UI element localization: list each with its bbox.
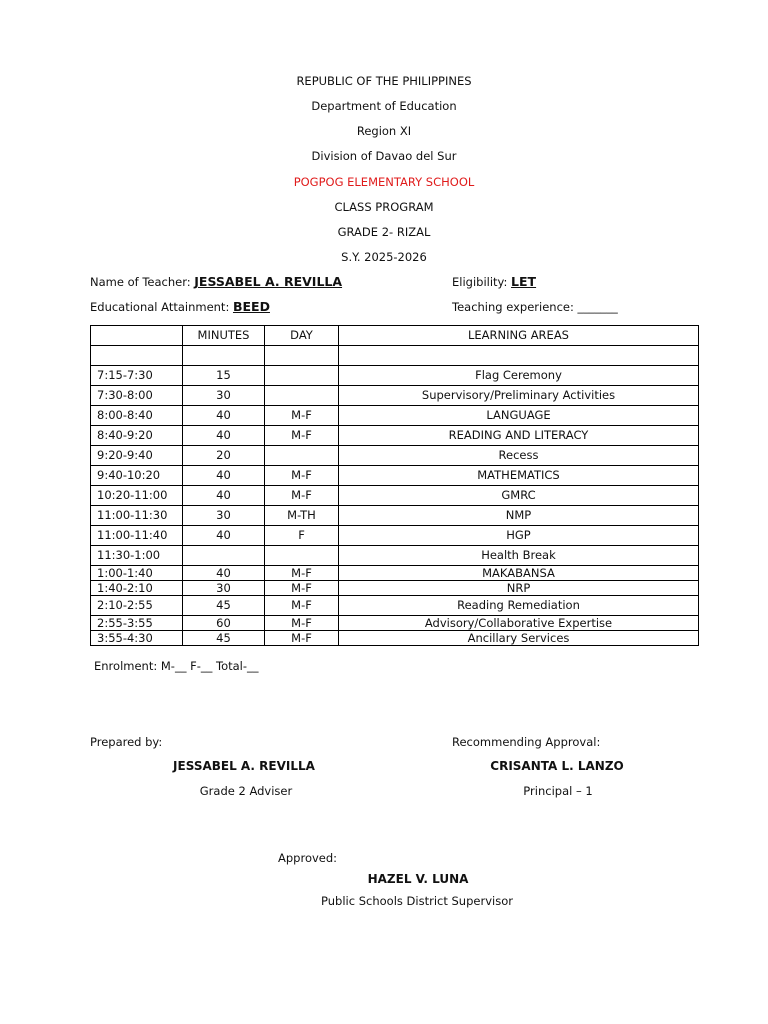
time-cell: 9:20-9:40 bbox=[91, 446, 183, 466]
minutes-cell: 60 bbox=[183, 616, 265, 631]
day-cell bbox=[265, 346, 339, 366]
document-title: CLASS PROGRAM bbox=[334, 200, 434, 214]
day-cell bbox=[265, 546, 339, 566]
minutes-cell: 45 bbox=[183, 596, 265, 616]
recommending-approval-label: Recommending Approval: bbox=[452, 735, 601, 749]
minutes-cell: 30 bbox=[183, 581, 265, 596]
table-row bbox=[91, 596, 699, 616]
day-cell: M-F bbox=[265, 596, 339, 616]
time-cell: 8:00-8:40 bbox=[91, 406, 183, 426]
minutes-cell: 40 bbox=[183, 426, 265, 446]
class-program-table bbox=[90, 325, 699, 646]
time-cell: 8:40-9:20 bbox=[91, 426, 183, 446]
approved-name: HAZEL V. LUNA bbox=[367, 872, 469, 886]
time-cell: 11:30-1:00 bbox=[91, 546, 183, 566]
attainment-value: BEED bbox=[232, 299, 270, 314]
day-cell: M-F bbox=[265, 466, 339, 486]
day-cell: F bbox=[265, 526, 339, 546]
learning-area-cell: GMRC bbox=[339, 486, 699, 506]
time-cell: 7:30-8:00 bbox=[91, 386, 183, 406]
header-region: Region XI bbox=[356, 124, 412, 138]
experience-field bbox=[452, 299, 618, 315]
table-row bbox=[91, 346, 699, 366]
prepared-by-name: JESSABEL A. REVILLA bbox=[173, 759, 315, 773]
table-row bbox=[91, 631, 699, 646]
table-row bbox=[91, 466, 699, 486]
enrolment-line: Enrolment: M-__ F-__ Total-__ bbox=[94, 659, 259, 673]
learning-area-cell: Recess bbox=[339, 446, 699, 466]
grade-section: GRADE 2- RIZAL bbox=[337, 225, 431, 239]
header-division: Division of Davao del Sur bbox=[311, 149, 457, 163]
learning-area-cell: Health Break bbox=[339, 546, 699, 566]
header-republic: REPUBLIC OF THE PHILIPPINES bbox=[296, 74, 472, 88]
day-cell: M-F bbox=[265, 426, 339, 446]
time-cell: 2:10-2:55 bbox=[91, 596, 183, 616]
learning-area-cell: Supervisory/Preliminary Activities bbox=[339, 386, 699, 406]
time-cell: 3:55-4:30 bbox=[91, 631, 183, 646]
experience-value: _______ bbox=[577, 300, 618, 314]
table-row bbox=[91, 406, 699, 426]
table-row bbox=[91, 446, 699, 466]
header-learning-areas: LEARNING AREAS bbox=[339, 326, 699, 346]
minutes-cell bbox=[183, 346, 265, 366]
minutes-cell: 15 bbox=[183, 366, 265, 386]
approved-title: Public Schools District Supervisor bbox=[321, 894, 513, 908]
table-row bbox=[91, 616, 699, 631]
learning-area-cell: LANGUAGE bbox=[339, 406, 699, 426]
table-row bbox=[91, 566, 699, 581]
time-cell: 11:00-11:30 bbox=[91, 506, 183, 526]
day-cell bbox=[265, 366, 339, 386]
recommending-name: CRISANTA L. LANZO bbox=[490, 759, 624, 773]
experience-label: Teaching experience: bbox=[452, 300, 574, 314]
header-day: DAY bbox=[265, 326, 339, 346]
table-row bbox=[91, 506, 699, 526]
minutes-cell bbox=[183, 546, 265, 566]
time-cell: 1:00-1:40 bbox=[91, 566, 183, 581]
minutes-cell: 30 bbox=[183, 386, 265, 406]
minutes-cell: 20 bbox=[183, 446, 265, 466]
attainment-field bbox=[90, 299, 270, 315]
minutes-cell: 40 bbox=[183, 406, 265, 426]
day-cell: M-F bbox=[265, 566, 339, 581]
day-cell bbox=[265, 386, 339, 406]
teacher-field bbox=[90, 274, 342, 290]
time-cell: 9:40-10:20 bbox=[91, 466, 183, 486]
school-name: POGPOG ELEMENTARY SCHOOL bbox=[293, 175, 475, 189]
learning-area-cell: READING AND LITERACY bbox=[339, 426, 699, 446]
learning-area-cell: Flag Ceremony bbox=[339, 366, 699, 386]
minutes-cell: 40 bbox=[183, 526, 265, 546]
eligibility-label: Eligibility: bbox=[452, 275, 508, 289]
day-cell: M-TH bbox=[265, 506, 339, 526]
approved-label: Approved: bbox=[278, 851, 338, 865]
learning-area-cell: NRP bbox=[339, 581, 699, 596]
prepared-by-title: Grade 2 Adviser bbox=[199, 784, 293, 798]
time-cell: 7:15-7:30 bbox=[91, 366, 183, 386]
eligibility-value: LET bbox=[511, 274, 537, 289]
table-row bbox=[91, 526, 699, 546]
eligibility-field bbox=[452, 274, 536, 290]
minutes-cell: 40 bbox=[183, 486, 265, 506]
header-minutes: MINUTES bbox=[183, 326, 265, 346]
day-cell bbox=[265, 446, 339, 466]
day-cell: M-F bbox=[265, 581, 339, 596]
day-cell: M-F bbox=[265, 631, 339, 646]
learning-area-cell: MATHEMATICS bbox=[339, 466, 699, 486]
minutes-cell: 30 bbox=[183, 506, 265, 526]
teacher-value: JESSABEL A. REVILLA bbox=[194, 274, 343, 289]
learning-area-cell: HGP bbox=[339, 526, 699, 546]
table-row bbox=[91, 386, 699, 406]
table-header-row bbox=[91, 326, 699, 346]
minutes-cell: 40 bbox=[183, 566, 265, 581]
header-time bbox=[91, 326, 183, 346]
recommending-title: Principal – 1 bbox=[523, 784, 593, 798]
attainment-label: Educational Attainment: bbox=[90, 300, 230, 314]
header-department: Department of Education bbox=[311, 99, 457, 113]
learning-area-cell: Advisory/Collaborative Expertise bbox=[339, 616, 699, 631]
table-row bbox=[91, 426, 699, 446]
teacher-label: Name of Teacher: bbox=[90, 275, 191, 289]
table-row bbox=[91, 546, 699, 566]
time-cell: 11:00-11:40 bbox=[91, 526, 183, 546]
learning-area-cell: Reading Remediation bbox=[339, 596, 699, 616]
learning-area-cell: Ancillary Services bbox=[339, 631, 699, 646]
learning-area-cell: MAKABANSA bbox=[339, 566, 699, 581]
table-body bbox=[91, 346, 699, 646]
table-row bbox=[91, 581, 699, 596]
time-cell: 2:55-3:55 bbox=[91, 616, 183, 631]
time-cell bbox=[91, 346, 183, 366]
table-row bbox=[91, 366, 699, 386]
day-cell: M-F bbox=[265, 406, 339, 426]
table-row bbox=[91, 486, 699, 506]
school-year: S.Y. 2025-2026 bbox=[341, 250, 427, 264]
learning-area-cell bbox=[339, 346, 699, 366]
time-cell: 1:40-2:10 bbox=[91, 581, 183, 596]
day-cell: M-F bbox=[265, 616, 339, 631]
time-cell: 10:20-11:00 bbox=[91, 486, 183, 506]
learning-area-cell: NMP bbox=[339, 506, 699, 526]
prepared-by-label: Prepared by: bbox=[90, 735, 163, 749]
day-cell: M-F bbox=[265, 486, 339, 506]
minutes-cell: 45 bbox=[183, 631, 265, 646]
minutes-cell: 40 bbox=[183, 466, 265, 486]
